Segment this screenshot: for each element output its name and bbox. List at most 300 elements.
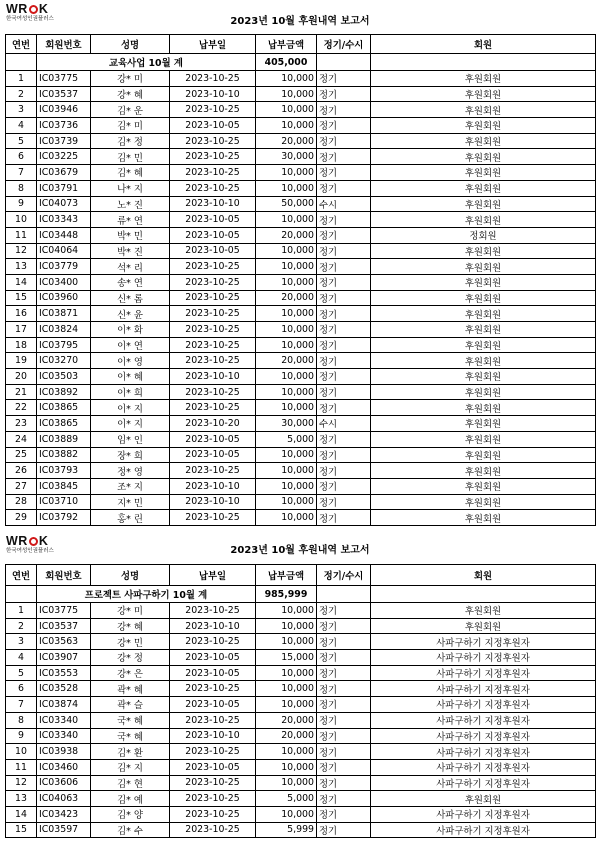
cell-membership: 후원회원 — [371, 791, 596, 807]
cell-no: 1 — [6, 603, 37, 619]
cell-membership: 후원회원 — [371, 431, 596, 447]
cell-member-id: IC03892 — [37, 384, 91, 400]
cell-no: 3 — [6, 634, 37, 650]
cell-name: 이* 희 — [91, 384, 170, 400]
cell-membership: 후원회원 — [371, 447, 596, 463]
table-row — [6, 416, 596, 432]
cell-amount: 10,000 — [256, 478, 317, 494]
cell-amount: 10,000 — [256, 337, 317, 353]
col-header-name: 성명 — [91, 565, 170, 586]
cell-type: 정기 — [317, 322, 371, 338]
report-title: 2023년 10월 후원내역 보고서 — [230, 545, 370, 556]
cell-name: 김* 예 — [91, 791, 170, 807]
table-row — [6, 618, 596, 634]
cell-member-id: IC03710 — [37, 494, 91, 510]
cell-type: 정기 — [317, 133, 371, 149]
cell-name: 김* 수 — [91, 822, 170, 838]
cell-name: 나* 지 — [91, 180, 170, 196]
summary-row — [6, 54, 596, 71]
cell-no: 21 — [6, 384, 37, 400]
cell-membership: 사파구하기 지정후원자 — [371, 775, 596, 791]
cell-date: 2023-10-25 — [170, 775, 256, 791]
cell-type: 정기 — [317, 447, 371, 463]
table-row — [6, 650, 596, 666]
cell-name: 노* 진 — [91, 196, 170, 212]
cell-name: 김* 양 — [91, 806, 170, 822]
table-row — [6, 259, 596, 275]
cell-membership: 사파구하기 지정후원자 — [371, 665, 596, 681]
cell-name: 이* 혜 — [91, 369, 170, 385]
cell-member-id: IC03775 — [37, 71, 91, 87]
cell-amount: 10,000 — [256, 86, 317, 102]
cell-name: 김* 운 — [91, 102, 170, 118]
col-header-type: 정기/수시 — [317, 565, 371, 586]
cell-membership: 사파구하기 지정후원자 — [371, 806, 596, 822]
cell-name: 이* 화 — [91, 322, 170, 338]
cell-no: 10 — [6, 212, 37, 228]
cell-date: 2023-10-25 — [170, 290, 256, 306]
summary-amount: 405,000 — [256, 54, 317, 71]
cell-amount: 10,000 — [256, 259, 317, 275]
cell-no: 19 — [6, 353, 37, 369]
cell-no: 11 — [6, 227, 37, 243]
summary-label: 교육사업 10월 계 — [37, 54, 256, 71]
table-row — [6, 274, 596, 290]
cell-name: 박* 민 — [91, 227, 170, 243]
cell-member-id: IC03775 — [37, 603, 91, 619]
cell-member-id: IC03865 — [37, 400, 91, 416]
cell-date: 2023-10-25 — [170, 806, 256, 822]
cell-date: 2023-10-05 — [170, 118, 256, 134]
table-header-row — [6, 565, 596, 586]
cell-no: 23 — [6, 416, 37, 432]
table-row — [6, 822, 596, 838]
table-row — [6, 744, 596, 760]
cell-no: 14 — [6, 274, 37, 290]
cell-date: 2023-10-25 — [170, 791, 256, 807]
summary-label: 프로젝트 사파구하기 10월 계 — [37, 586, 256, 603]
cell-amount: 15,000 — [256, 650, 317, 666]
cell-date: 2023-10-25 — [170, 149, 256, 165]
cell-member-id: IC03792 — [37, 510, 91, 526]
cell-type: 정기 — [317, 259, 371, 275]
cell-member-id: IC03824 — [37, 322, 91, 338]
table-row — [6, 86, 596, 102]
cell-amount: 10,000 — [256, 510, 317, 526]
cell-no: 14 — [6, 806, 37, 822]
col-header-date: 납부일 — [170, 35, 256, 54]
table-row — [6, 322, 596, 338]
col-header-membership: 회원 — [371, 565, 596, 586]
cell-amount: 10,000 — [256, 744, 317, 760]
cell-no: 9 — [6, 196, 37, 212]
cell-name: 강* 미 — [91, 603, 170, 619]
table-row — [6, 149, 596, 165]
cell-type: 정기 — [317, 478, 371, 494]
cell-name: 임* 인 — [91, 431, 170, 447]
cell-name: 강* 은 — [91, 665, 170, 681]
cell-type: 정기 — [317, 165, 371, 181]
donation-table — [5, 34, 596, 526]
cell-date: 2023-10-10 — [170, 196, 256, 212]
cell-amount: 10,000 — [256, 306, 317, 322]
cell-membership: 사파구하기 지정후원자 — [371, 728, 596, 744]
cell-membership: 후원회원 — [371, 337, 596, 353]
table-row — [6, 463, 596, 479]
cell-member-id: IC03938 — [37, 744, 91, 760]
cell-membership: 사파구하기 지정후원자 — [371, 744, 596, 760]
cell-amount: 10,000 — [256, 180, 317, 196]
cell-name: 이* 연 — [91, 337, 170, 353]
cell-name: 김* 정 — [91, 133, 170, 149]
cell-no: 5 — [6, 133, 37, 149]
cell-type: 정기 — [317, 822, 371, 838]
table-row — [6, 447, 596, 463]
cell-type: 정기 — [317, 634, 371, 650]
cell-name: 이* 영 — [91, 353, 170, 369]
table-row — [6, 728, 596, 744]
cell-date: 2023-10-25 — [170, 322, 256, 338]
cell-amount: 10,000 — [256, 665, 317, 681]
cell-membership: 후원회원 — [371, 290, 596, 306]
cell-amount: 10,000 — [256, 603, 317, 619]
cell-type: 정기 — [317, 118, 371, 134]
cell-name: 김* 현 — [91, 775, 170, 791]
cell-membership: 후원회원 — [371, 369, 596, 385]
cell-name: 정* 영 — [91, 463, 170, 479]
cell-date: 2023-10-25 — [170, 102, 256, 118]
cell-type: 정기 — [317, 712, 371, 728]
cell-type: 정기 — [317, 603, 371, 619]
cell-type: 정기 — [317, 400, 371, 416]
col-header-member-id: 회원번호 — [37, 35, 91, 54]
cell-type: 정기 — [317, 353, 371, 369]
cell-type: 정기 — [317, 102, 371, 118]
cell-amount: 10,000 — [256, 697, 317, 713]
cell-name: 이* 지 — [91, 400, 170, 416]
cell-date: 2023-10-25 — [170, 634, 256, 650]
cell-member-id: IC03528 — [37, 681, 91, 697]
cell-name: 국* 혜 — [91, 712, 170, 728]
table-row — [6, 759, 596, 775]
cell-membership: 후원회원 — [371, 322, 596, 338]
cell-name: 신* 윤 — [91, 306, 170, 322]
cell-date: 2023-10-05 — [170, 759, 256, 775]
cell-membership: 사파구하기 지정후원자 — [371, 634, 596, 650]
logo-subtitle: 한국여성인권플러스 — [6, 548, 54, 554]
table-row — [6, 494, 596, 510]
cell-type: 정기 — [317, 71, 371, 87]
cell-member-id: IC04064 — [37, 243, 91, 259]
cell-membership: 후원회원 — [371, 259, 596, 275]
cell-amount: 20,000 — [256, 227, 317, 243]
cell-type: 정기 — [317, 791, 371, 807]
cell-member-id: IC03946 — [37, 102, 91, 118]
cell-membership: 후원회원 — [371, 478, 596, 494]
cell-type: 정기 — [317, 243, 371, 259]
cell-name: 류* 연 — [91, 212, 170, 228]
cell-date: 2023-10-25 — [170, 353, 256, 369]
cell-no: 7 — [6, 697, 37, 713]
cell-member-id: IC03225 — [37, 149, 91, 165]
cell-amount: 50,000 — [256, 196, 317, 212]
cell-membership: 사파구하기 지정후원자 — [371, 650, 596, 666]
cell-amount: 20,000 — [256, 290, 317, 306]
cell-name: 김* 민 — [91, 149, 170, 165]
cell-type: 정기 — [317, 775, 371, 791]
table-row — [6, 634, 596, 650]
cell-member-id: IC03779 — [37, 259, 91, 275]
cell-date: 2023-10-25 — [170, 400, 256, 416]
cell-date: 2023-10-25 — [170, 180, 256, 196]
cell-date: 2023-10-10 — [170, 618, 256, 634]
cell-name: 박* 진 — [91, 243, 170, 259]
cell-membership: 후원회원 — [371, 212, 596, 228]
cell-date: 2023-10-25 — [170, 463, 256, 479]
cell-date: 2023-10-10 — [170, 369, 256, 385]
cell-amount: 5,000 — [256, 791, 317, 807]
cell-type: 정기 — [317, 681, 371, 697]
cell-member-id: IC03460 — [37, 759, 91, 775]
cell-no: 4 — [6, 650, 37, 666]
table-row — [6, 196, 596, 212]
cell-no: 8 — [6, 712, 37, 728]
cell-amount: 10,000 — [256, 463, 317, 479]
cell-name: 곽* 슬 — [91, 697, 170, 713]
cell-date: 2023-10-25 — [170, 712, 256, 728]
col-header-type: 정기/수시 — [317, 35, 371, 54]
cell-name: 지* 민 — [91, 494, 170, 510]
cell-amount: 10,000 — [256, 71, 317, 87]
cell-member-id: IC03960 — [37, 290, 91, 306]
cell-name: 김* 혜 — [91, 165, 170, 181]
cell-membership: 후원회원 — [371, 165, 596, 181]
table-row — [6, 510, 596, 526]
cell-type: 정기 — [317, 227, 371, 243]
cell-amount: 10,000 — [256, 322, 317, 338]
logo-wordmark: WR K — [6, 2, 49, 16]
cell-member-id: IC03874 — [37, 697, 91, 713]
cell-name: 이* 지 — [91, 416, 170, 432]
cell-type: 정기 — [317, 212, 371, 228]
cell-member-id: IC03889 — [37, 431, 91, 447]
cell-date: 2023-10-20 — [170, 416, 256, 432]
cell-no: 12 — [6, 775, 37, 791]
cell-membership: 후원회원 — [371, 384, 596, 400]
table-row — [6, 384, 596, 400]
cell-member-id: IC04073 — [37, 196, 91, 212]
cell-member-id: IC03537 — [37, 618, 91, 634]
table-row — [6, 712, 596, 728]
table-row — [6, 791, 596, 807]
cell-date: 2023-10-10 — [170, 728, 256, 744]
table-row — [6, 212, 596, 228]
cell-amount: 10,000 — [256, 759, 317, 775]
cell-name: 홍* 린 — [91, 510, 170, 526]
table-row — [6, 681, 596, 697]
cell-name: 곽* 혜 — [91, 681, 170, 697]
cell-membership: 후원회원 — [371, 149, 596, 165]
table-row — [6, 243, 596, 259]
cell-date: 2023-10-25 — [170, 603, 256, 619]
table-row — [6, 697, 596, 713]
cell-amount: 5,000 — [256, 431, 317, 447]
cell-no: 5 — [6, 665, 37, 681]
cell-amount: 10,000 — [256, 775, 317, 791]
table-row — [6, 806, 596, 822]
cell-type: 정기 — [317, 510, 371, 526]
cell-no: 10 — [6, 744, 37, 760]
cell-amount: 10,000 — [256, 369, 317, 385]
cell-date: 2023-10-25 — [170, 259, 256, 275]
cell-date: 2023-10-25 — [170, 384, 256, 400]
cell-type: 정기 — [317, 618, 371, 634]
cell-date: 2023-10-05 — [170, 227, 256, 243]
cell-type: 정기 — [317, 369, 371, 385]
cell-amount: 10,000 — [256, 243, 317, 259]
col-header-no: 연번 — [6, 565, 37, 586]
table-row — [6, 369, 596, 385]
cell-date: 2023-10-10 — [170, 86, 256, 102]
cell-member-id: IC03736 — [37, 118, 91, 134]
cell-no: 7 — [6, 165, 37, 181]
cell-type: 정기 — [317, 665, 371, 681]
logo-wordmark: WR K — [6, 534, 49, 548]
cell-membership: 후원회원 — [371, 510, 596, 526]
cell-amount: 10,000 — [256, 681, 317, 697]
cell-no: 18 — [6, 337, 37, 353]
cell-amount: 10,000 — [256, 447, 317, 463]
cell-member-id: IC03791 — [37, 180, 91, 196]
col-header-date: 납부일 — [170, 565, 256, 586]
cell-amount: 20,000 — [256, 728, 317, 744]
cell-no: 8 — [6, 180, 37, 196]
table-row — [6, 431, 596, 447]
table-row — [6, 353, 596, 369]
col-header-member-id: 회원번호 — [37, 565, 91, 586]
cell-amount: 10,000 — [256, 400, 317, 416]
table-row — [6, 71, 596, 87]
cell-name: 강* 혜 — [91, 618, 170, 634]
cell-type: 정기 — [317, 274, 371, 290]
cell-no: 20 — [6, 369, 37, 385]
cell-membership: 사파구하기 지정후원자 — [371, 697, 596, 713]
cell-name: 김* 환 — [91, 744, 170, 760]
col-header-name: 성명 — [91, 35, 170, 54]
cell-type: 수시 — [317, 196, 371, 212]
cell-no: 28 — [6, 494, 37, 510]
cell-name: 강* 혜 — [91, 86, 170, 102]
cell-member-id: IC03448 — [37, 227, 91, 243]
cell-date: 2023-10-25 — [170, 306, 256, 322]
cell-amount: 10,000 — [256, 634, 317, 650]
cell-membership: 후원회원 — [371, 133, 596, 149]
cell-no: 12 — [6, 243, 37, 259]
cell-member-id: IC03845 — [37, 478, 91, 494]
cell-no: 24 — [6, 431, 37, 447]
col-header-no: 연번 — [6, 35, 37, 54]
cell-no: 13 — [6, 791, 37, 807]
cell-amount: 10,000 — [256, 102, 317, 118]
cell-date: 2023-10-05 — [170, 447, 256, 463]
cell-amount: 10,000 — [256, 165, 317, 181]
cell-member-id: IC03537 — [37, 86, 91, 102]
table-row — [6, 337, 596, 353]
cell-type: 수시 — [317, 416, 371, 432]
cell-membership: 후원회원 — [371, 306, 596, 322]
cell-name: 강* 민 — [91, 634, 170, 650]
cell-member-id: IC03679 — [37, 165, 91, 181]
cell-membership: 사파구하기 지정후원자 — [371, 822, 596, 838]
cell-no: 4 — [6, 118, 37, 134]
cell-membership: 후원회원 — [371, 86, 596, 102]
cell-date: 2023-10-05 — [170, 697, 256, 713]
cell-amount: 10,000 — [256, 384, 317, 400]
cell-type: 정기 — [317, 759, 371, 775]
cell-member-id: IC03553 — [37, 665, 91, 681]
cell-member-id: IC03423 — [37, 806, 91, 822]
cell-member-id: IC03739 — [37, 133, 91, 149]
cell-membership: 후원회원 — [371, 274, 596, 290]
cell-type: 정기 — [317, 149, 371, 165]
table-row — [6, 102, 596, 118]
cell-amount: 10,000 — [256, 118, 317, 134]
table-row — [6, 290, 596, 306]
table-row — [6, 165, 596, 181]
table-row — [6, 118, 596, 134]
cell-membership: 후원회원 — [371, 603, 596, 619]
cell-member-id: IC03563 — [37, 634, 91, 650]
cell-membership: 후원회원 — [371, 180, 596, 196]
cell-membership: 후원회원 — [371, 353, 596, 369]
cell-no: 27 — [6, 478, 37, 494]
cell-no: 3 — [6, 102, 37, 118]
cell-type: 정기 — [317, 494, 371, 510]
cell-member-id: IC03270 — [37, 353, 91, 369]
table-row — [6, 133, 596, 149]
cell-date: 2023-10-25 — [170, 744, 256, 760]
table-row — [6, 400, 596, 416]
cell-no: 15 — [6, 822, 37, 838]
cell-amount: 10,000 — [256, 806, 317, 822]
cell-amount: 5,999 — [256, 822, 317, 838]
cell-date: 2023-10-05 — [170, 665, 256, 681]
cell-name: 강* 미 — [91, 71, 170, 87]
col-header-amount: 납부금액 — [256, 565, 317, 586]
cell-membership: 사파구하기 지정후원자 — [371, 681, 596, 697]
cell-no: 26 — [6, 463, 37, 479]
cell-membership: 후원회원 — [371, 71, 596, 87]
cell-member-id: IC03503 — [37, 369, 91, 385]
cell-name: 김* 지 — [91, 759, 170, 775]
col-header-amount: 납부금액 — [256, 35, 317, 54]
cell-member-id: IC03340 — [37, 712, 91, 728]
cell-date: 2023-10-25 — [170, 274, 256, 290]
cell-amount: 30,000 — [256, 416, 317, 432]
cell-amount: 10,000 — [256, 494, 317, 510]
cell-name: 석* 리 — [91, 259, 170, 275]
cell-amount: 20,000 — [256, 133, 317, 149]
cell-type: 정기 — [317, 697, 371, 713]
cell-date: 2023-10-25 — [170, 510, 256, 526]
cell-type: 정기 — [317, 728, 371, 744]
cell-membership: 후원회원 — [371, 494, 596, 510]
cell-membership: 후원회원 — [371, 416, 596, 432]
cell-no: 17 — [6, 322, 37, 338]
table-row — [6, 665, 596, 681]
cell-name: 조* 지 — [91, 478, 170, 494]
cell-no: 16 — [6, 306, 37, 322]
